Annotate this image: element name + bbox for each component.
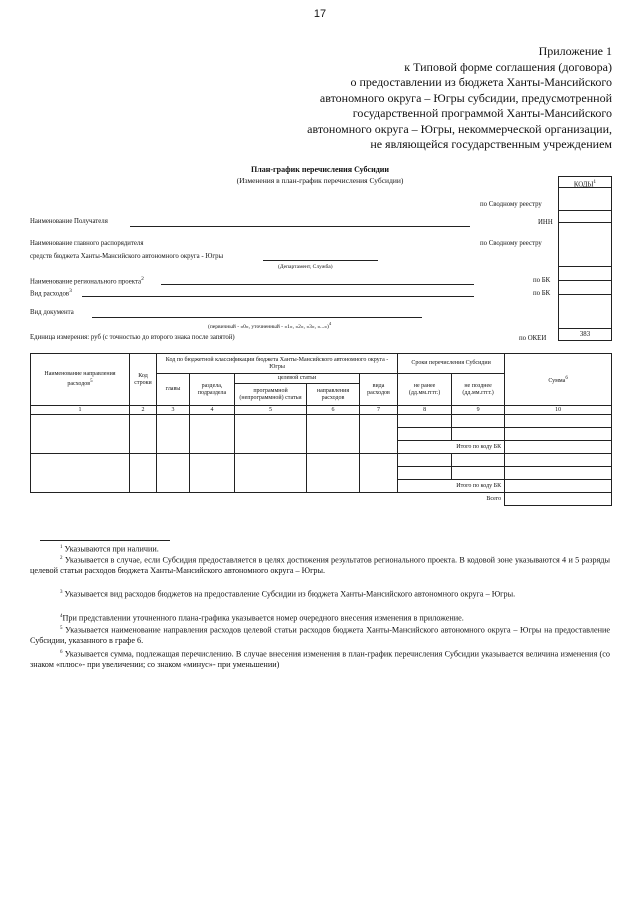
col-num: 8 (398, 406, 452, 415)
header-not-after: не позднее (дд.мм.гггг.) (452, 374, 505, 406)
col-num: 3 (157, 406, 190, 415)
project-field[interactable] (161, 284, 474, 285)
document-subtitle: (Изменения в план-график перечисления Субсидии) (236, 176, 404, 185)
appendix-line: государственной программой Ханты-Мансийского (352, 106, 612, 120)
col-num: 5 (235, 406, 307, 415)
table-cell[interactable] (31, 454, 130, 493)
table-cell[interactable] (235, 415, 307, 454)
code-cell-reestr2[interactable] (559, 223, 611, 267)
table-cell[interactable] (157, 415, 190, 454)
table-cell[interactable] (190, 415, 235, 454)
label-doc: Вид документа (30, 309, 74, 316)
header-sum: Сумма$^6$ (505, 354, 612, 406)
header-terms: Сроки перечисления Субсидии (398, 354, 505, 374)
header-name: Наименование направления расходов$^5$ (31, 354, 130, 406)
header-vid: вида расходов (360, 374, 398, 406)
table-cell[interactable] (505, 454, 612, 467)
footnote-4: $^4$При представлении уточненного плана-графика указывается номер очередного внесения изменения в приложение. (60, 613, 464, 623)
label-bk2: по БК (533, 290, 551, 297)
label-inn: ИНН (538, 219, 553, 226)
code-cell-inn[interactable] (559, 211, 611, 223)
table-cell[interactable] (157, 454, 190, 493)
table-cell[interactable] (31, 415, 130, 454)
recipient-field[interactable] (130, 226, 470, 227)
col-num: 9 (452, 406, 505, 415)
appendix-line: автономного округа – Югры субсидии, предусмотренной (319, 90, 612, 105)
table-cell[interactable] (190, 454, 235, 493)
table-cell[interactable] (505, 467, 612, 480)
header-not-before: не ранее (дд.мм.гггг.) (398, 374, 452, 406)
table-cell[interactable] (398, 415, 452, 428)
subtotal-label: Итого по коду БК (398, 480, 505, 493)
page-number: 17 (313, 8, 327, 20)
header-budget: Код по бюджетной классификации бюджета Ханты-Мансийского автономного округа - Югры (157, 354, 398, 374)
label-unit: Единица измерения: руб (с точностью до второго знака после запятой) (30, 334, 235, 341)
code-cell-okei: 383 (579, 331, 591, 338)
table-cell[interactable] (505, 415, 612, 428)
table-cell[interactable] (398, 467, 452, 480)
label-reestr: по Сводному реестру (480, 201, 542, 208)
appendix-line: не являющейся государственным учреждением (370, 137, 612, 151)
table-cell[interactable] (452, 467, 505, 480)
table-cell[interactable] (307, 454, 360, 493)
table-cell[interactable] (360, 454, 398, 493)
label-okei: по ОКЕИ (519, 335, 547, 342)
code-cell-doc[interactable] (559, 295, 611, 329)
header-glava: главы (157, 374, 190, 406)
col-num: 1 (31, 406, 130, 415)
col-num: 10 (505, 406, 612, 415)
table-cell[interactable] (452, 454, 505, 467)
schedule-table (30, 353, 612, 506)
label-bk1: по БК (533, 277, 551, 284)
footnote-1: $^1$ Указываются при наличии. (60, 544, 159, 554)
label-gr-line1: Наименование главного распорядителя (30, 240, 144, 247)
table-cell[interactable] (398, 428, 452, 441)
codes-column (558, 176, 612, 341)
header-direction: направления расходов (307, 384, 360, 406)
col-num: 6 (307, 406, 360, 415)
label-reestr2: по Сводному реестру (480, 240, 542, 247)
appendix-header (252, 44, 612, 153)
code-cell-bk2[interactable] (559, 281, 611, 295)
doc-note: (первичный - «0», уточненный - «1», «2», «3», «...»)$^4$ (208, 321, 332, 330)
table-cell[interactable] (360, 415, 398, 454)
footnote-6: $^6$ Указывается сумма, подлежащая перечислению. В случае внесения изменения в план-график перечисления Субсидии указывается величина изменения (со знаком «плюс»- при увеличении; со знаком «минус»- при уменьшении) (30, 649, 610, 670)
appendix-line: о предоставлении из бюджета Ханты-Мансийского (350, 75, 612, 89)
appendix-line: Приложение 1 (538, 44, 612, 58)
department-note: (Департамент, Служба) (278, 264, 333, 270)
label-expense: Вид расходов$^3$ (30, 288, 72, 298)
table-cell[interactable] (452, 415, 505, 428)
subtotal-label: Итого по коду БК (398, 441, 505, 454)
table-cell[interactable] (452, 428, 505, 441)
col-num: 4 (190, 406, 235, 415)
footnote-separator (40, 540, 170, 541)
footnote-5: $^5$ Указывается наименование направления расходов целевой статьи расходов бюджета Ханты-Мансийского автономного округа – Югры на предоставление Субсидии, указанного в графе 6. (30, 625, 611, 646)
document-title: План-график перечисления Субсидии (251, 165, 389, 174)
col-num: 2 (130, 406, 157, 415)
footnote-2: $^2$ Указывается в случае, если Субсидия предоставляется в целях достижения результатов регионального проекта. В кодовой зоне указываются 4 и 5 разряды целевой статьи расходов бюджета Ханты-Мансийского автономного округа – Югры. (30, 555, 611, 576)
code-cell-bk1[interactable] (559, 267, 611, 281)
header-code: Код строки (130, 354, 157, 406)
table-cell[interactable] (235, 454, 307, 493)
appendix-line: автономного округа – Югры, некоммерческой организации, (307, 121, 612, 136)
header-target: целевой статьи (235, 374, 360, 384)
doc-field[interactable] (92, 317, 422, 318)
table-cell[interactable] (130, 454, 157, 493)
label-gr-line2: средств бюджета Ханты-Мансийского автономного округа - Югры (30, 253, 224, 260)
table-cell[interactable] (398, 454, 452, 467)
header-razdel: раздела, подраздела (190, 374, 235, 406)
codes-header: КОДЫ$^1$ (559, 177, 611, 188)
label-recipient: Наименование Получателя (30, 218, 108, 225)
appendix-line: к Типовой форме соглашения (договора) (404, 59, 612, 74)
department-field[interactable] (263, 260, 378, 261)
table-cell[interactable] (505, 428, 612, 441)
header-program: программной (непрограммной) статьи (235, 384, 307, 406)
table-cell[interactable] (505, 441, 612, 454)
code-cell-reestr[interactable] (559, 188, 611, 211)
table-cell[interactable] (130, 415, 157, 454)
total-label: Всего (31, 493, 505, 506)
table-cell[interactable] (307, 415, 360, 454)
expense-field[interactable] (82, 296, 474, 297)
total-cell[interactable] (505, 493, 612, 506)
footnote-3: $^3$ Указывается вид расходов бюджетов на предоставление Субсидии из бюджета Ханты-Мансийского автономного округа – Югры. (60, 589, 516, 599)
table-cell[interactable] (505, 480, 612, 493)
col-num: 7 (360, 406, 398, 415)
label-project: Наименование регионального проекта$^2$ (30, 276, 144, 286)
